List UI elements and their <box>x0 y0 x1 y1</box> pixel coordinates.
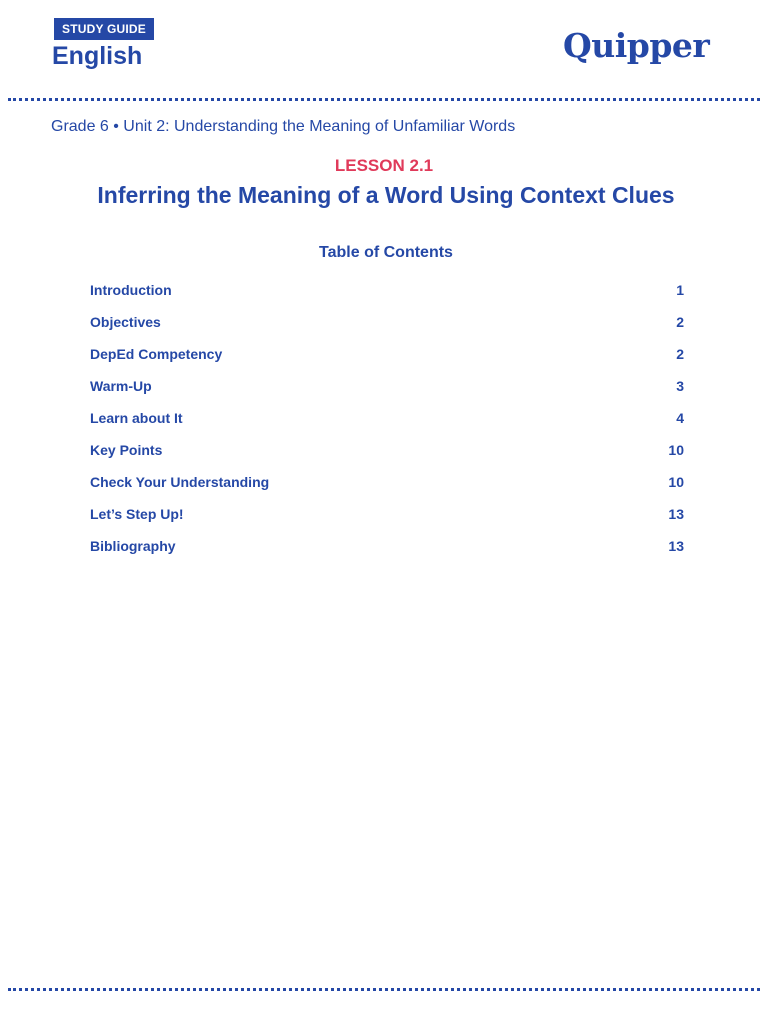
toc-item-introduction[interactable] <box>90 280 684 312</box>
study-guide-badge: STUDY GUIDE <box>54 18 154 40</box>
toc-item-page: 10 <box>668 442 684 458</box>
breadcrumb: Grade 6 • Unit 2: Understanding the Meaning of Unfamiliar Words <box>51 118 516 135</box>
toc-item-label: Key Points <box>90 442 163 458</box>
quipper-logo: Quipper <box>563 26 710 65</box>
toc-item-learn-about-it[interactable] <box>90 408 684 440</box>
toc-item-key-points[interactable] <box>90 440 684 472</box>
bottom-dotted-divider <box>8 988 760 991</box>
top-dotted-divider <box>8 98 760 101</box>
toc-heading: Table of Contents <box>319 244 453 261</box>
toc-item-page: 2 <box>676 346 684 362</box>
toc-item-label: Check Your Understanding <box>90 474 270 490</box>
toc-item-label: Let’s Step Up! <box>90 506 184 522</box>
toc-item-check-your-understanding[interactable] <box>90 472 684 504</box>
toc-item-label: Bibliography <box>90 538 176 554</box>
toc-item-label: Learn about It <box>90 410 183 426</box>
subject-title: English <box>52 42 143 70</box>
toc-item-deped-competency[interactable] <box>90 344 684 376</box>
toc-item-page: 3 <box>676 378 684 394</box>
toc-item-warm-up[interactable] <box>90 376 684 408</box>
toc-item-objectives[interactable] <box>90 312 684 344</box>
toc-item-page: 10 <box>668 474 684 490</box>
toc-item-label: Warm-Up <box>90 378 152 394</box>
toc-item-label: DepEd Competency <box>90 346 223 362</box>
toc-item-label: Objectives <box>90 314 161 330</box>
toc-item-page: 4 <box>676 410 684 426</box>
toc-item-label: Introduction <box>90 282 172 298</box>
toc-item-lets-step-up[interactable] <box>90 504 684 536</box>
table-of-contents <box>90 280 684 568</box>
toc-item-bibliography[interactable] <box>90 536 684 568</box>
lesson-title: Inferring the Meaning of a Word Using Context Clues <box>97 182 675 208</box>
toc-item-page: 1 <box>676 282 684 298</box>
toc-item-page: 2 <box>676 314 684 330</box>
toc-item-page: 13 <box>668 506 684 522</box>
lesson-number: LESSON 2.1 <box>334 156 434 175</box>
toc-item-page: 13 <box>668 538 684 554</box>
